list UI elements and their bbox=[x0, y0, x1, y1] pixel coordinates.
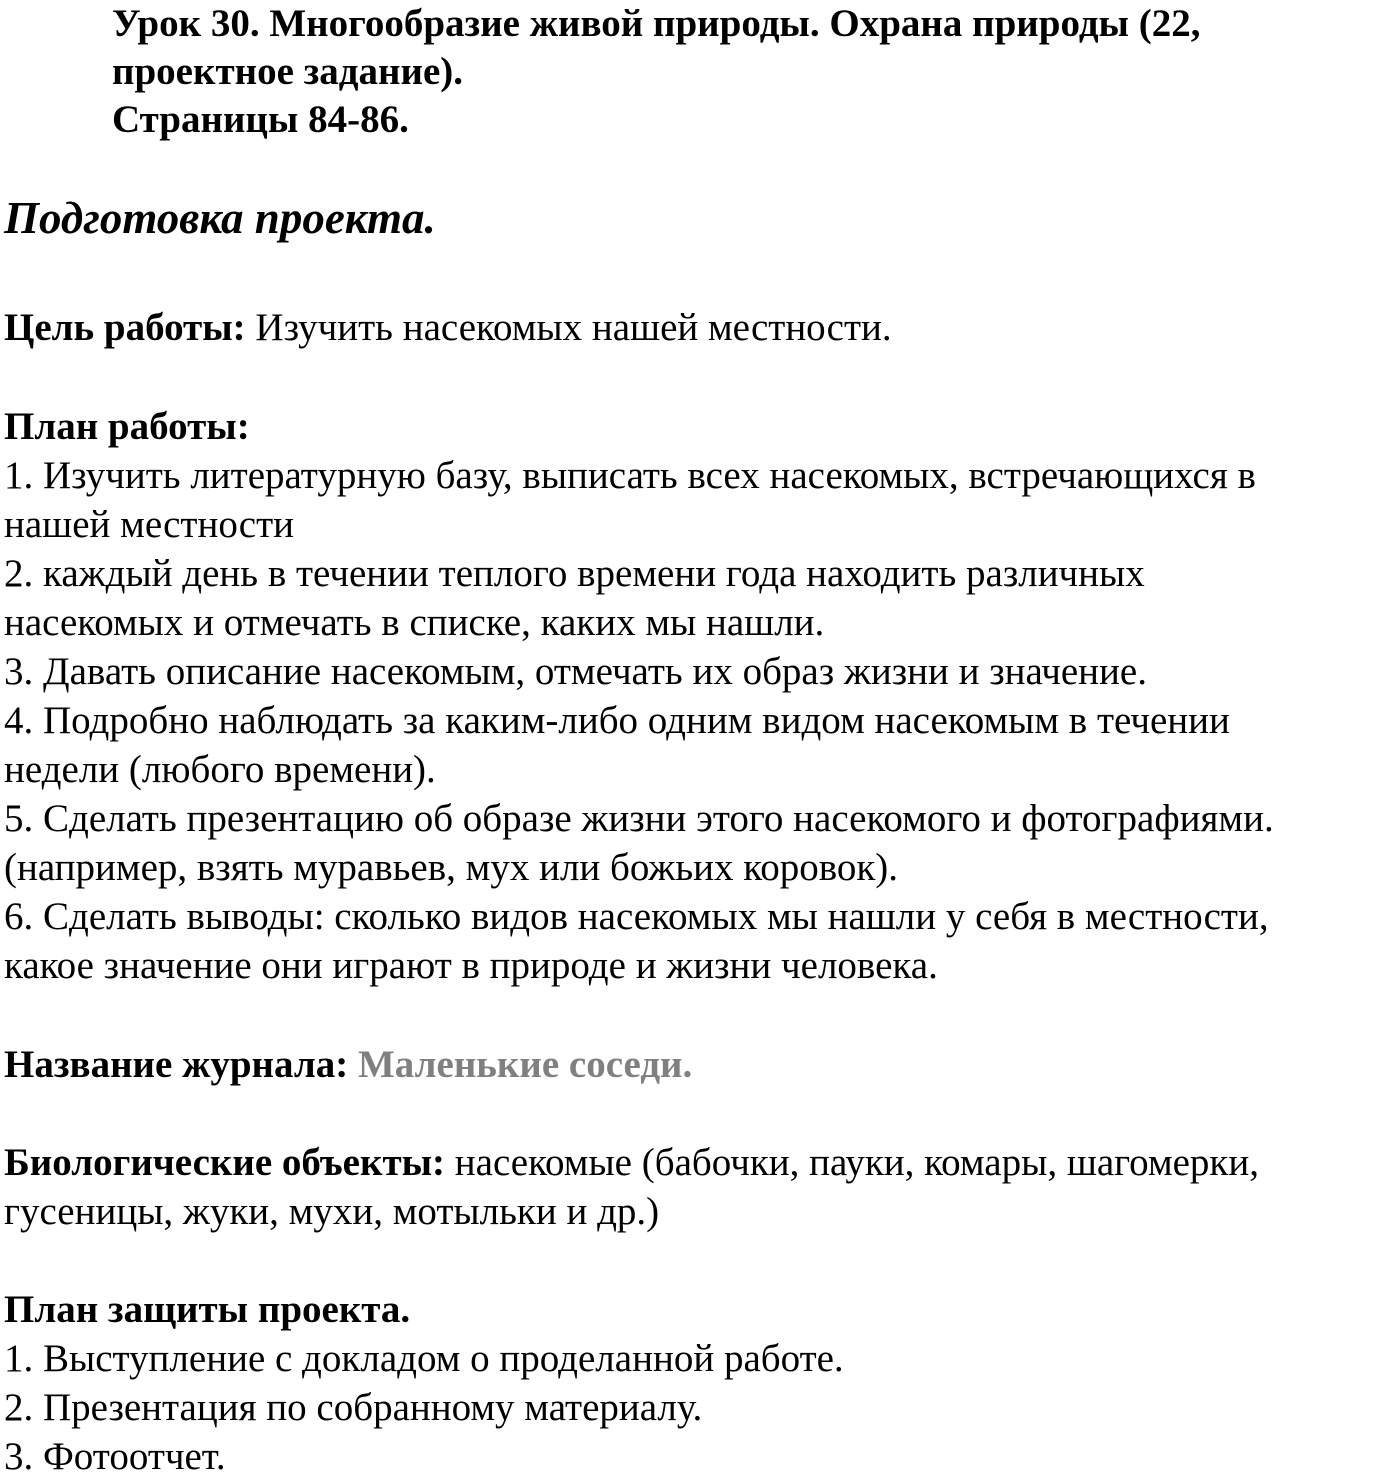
goal-label: Цель работы: bbox=[4, 306, 246, 349]
journal-block bbox=[4, 1040, 1398, 1089]
defense-plan-line: 1. Выступление с докладом о проделанной работе. bbox=[4, 1337, 844, 1380]
work-plan-line: 4. Подробно наблюдать за каким-либо одним видом насекомым в течении bbox=[4, 699, 1230, 742]
header-line-3: Страницы 84-86. bbox=[112, 98, 409, 141]
work-plan-line: 2. каждый день в течении теплого времени года находить различных bbox=[4, 552, 1145, 595]
header-line-1: Урок 30. Многообразие живой природы. Охрана природы (22, bbox=[112, 2, 1201, 45]
work-plan-line: 5. Сделать презентацию об образе жизни этого насекомого и фотографиями. bbox=[4, 797, 1274, 840]
work-plan-line: (например, взять муравьев, мух или божьих коровок). bbox=[4, 846, 899, 889]
bio-objects-line-1 bbox=[4, 1138, 1398, 1187]
defense-plan-block bbox=[4, 1285, 1398, 1481]
work-plan-line: 3. Давать описание насекомым, отмечать их образ жизни и значение. bbox=[4, 650, 1147, 693]
section-title: Подготовка проекта. bbox=[4, 193, 436, 243]
goal-block bbox=[4, 303, 1398, 352]
header-line-2: проектное задание). bbox=[112, 50, 464, 93]
goal-text: Изучить насекомых нашей местности. bbox=[245, 306, 892, 349]
bio-objects-text-2: гусеницы, жуки, мухи, мотыльки и др.) bbox=[4, 1190, 660, 1233]
work-plan-line: 6. Сделать выводы: сколько видов насекомых мы нашли у себя в местности, bbox=[4, 895, 1269, 938]
bio-objects-label: Биологические объекты: bbox=[4, 1141, 446, 1184]
work-plan-line: 1. Изучить литературную базу, выписать всех насекомых, встречающихся в bbox=[4, 454, 1256, 497]
goal-line bbox=[4, 303, 1398, 352]
lesson-header bbox=[112, 0, 1382, 144]
journal-title: Маленькие соседи. bbox=[357, 1043, 693, 1086]
bio-objects-text-1: насекомые (бабочки, пауки, комары, шагомерки, bbox=[445, 1141, 1260, 1184]
work-plan-line: недели (любого времени). bbox=[4, 748, 436, 791]
bio-objects-block bbox=[4, 1138, 1398, 1236]
work-plan-label: План работы: bbox=[4, 405, 250, 448]
defense-plan-line: 2. Презентация по собранному материалу. bbox=[4, 1386, 703, 1429]
defense-plan-line: 3. Фотоотчет. bbox=[4, 1435, 226, 1478]
work-plan-line: какое значение они играют в природе и жизни человека. bbox=[4, 944, 938, 987]
journal-line bbox=[4, 1040, 1398, 1089]
work-plan-line: нашей местности bbox=[4, 503, 295, 546]
defense-plan-label: План защиты проекта. bbox=[4, 1288, 411, 1331]
work-plan-block bbox=[4, 402, 1398, 990]
work-plan-line: насекомых и отмечать в списке, каких мы нашли. bbox=[4, 601, 825, 644]
journal-label: Название журнала: bbox=[4, 1043, 349, 1086]
